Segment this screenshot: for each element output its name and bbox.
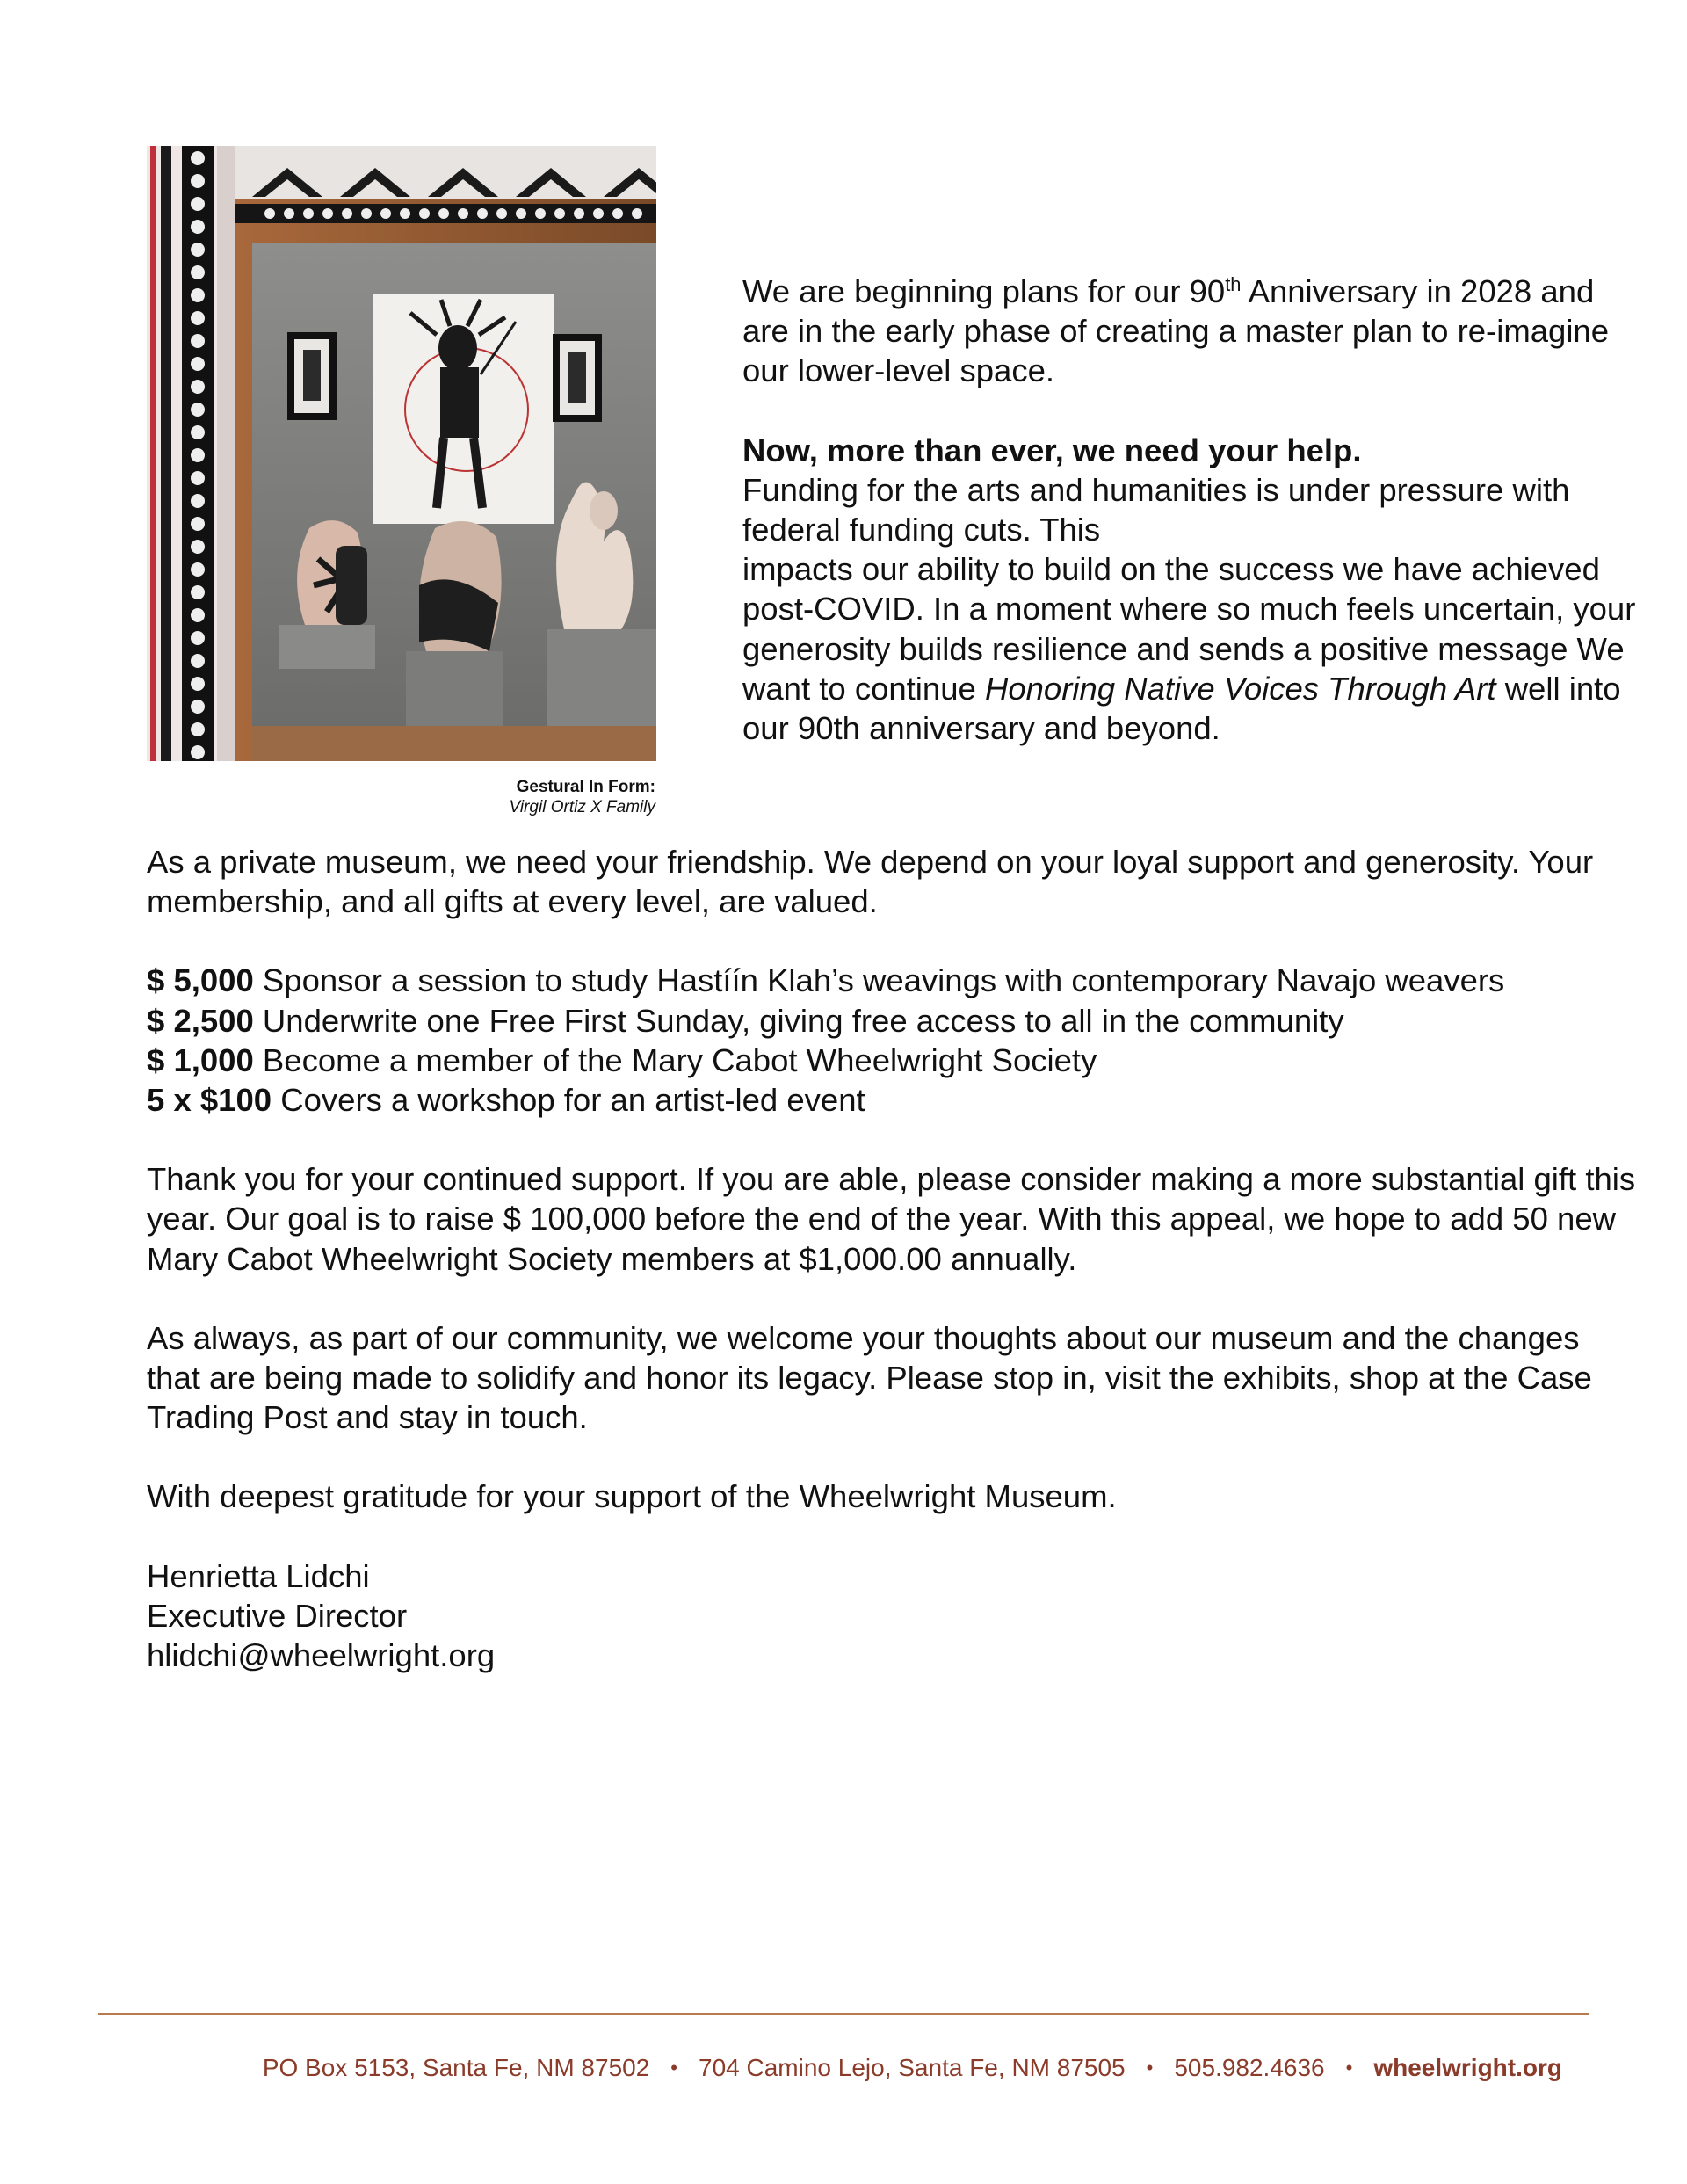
street-address: 704 Camino Lejo, Santa Fe, NM 87505 (699, 2054, 1126, 2081)
motto: Honoring Native Voices Through Art (984, 670, 1496, 707)
website-link[interactable]: wheelwright.org (1373, 2054, 1562, 2081)
footer (0, 2054, 1562, 2082)
caption-artist: Virgil Ortiz X Family (509, 798, 655, 816)
signature-block (147, 1556, 1640, 1676)
thanks-paragraph: Thank you for your continued support. If you are able, please consider making a more substantial gift this year. Our goal is to raise $ 100,000 before the end of the year. With this appeal, we hope to add 50 new Mary Cabot Wheelwright Society members at $1,000.00 annually. (147, 1161, 1636, 1277)
po-box: PO Box 5153, Santa Fe, NM 87502 (262, 2054, 650, 2081)
signer-name: Henrietta Lidchi (147, 1557, 370, 1594)
caption-title: Gestural In Form: (516, 778, 655, 796)
gratitude-paragraph: With deepest gratitude for your support of the Wheelwright Museum. (147, 1478, 1117, 1515)
help-heading: Now, more than ever, we need your help. (742, 432, 1362, 468)
letter-body (147, 842, 1640, 1675)
community-paragraph: As always, as part of our community, we welcome your thoughts about our museum and the changes that are being made to solidify and honor its legacy. Please stop in, visit the exhibits, shop at the Case Trading Post and stay in touch. (147, 1319, 1592, 1436)
anniversary-paragraph: We are beginning plans for our 90th Anniversary in 2028 and are in the early phase of creating a master plan to re-imagine our lower-level space. (742, 272, 1610, 389)
photo-caption (387, 777, 655, 817)
giving-level: $ 1,000 Become a member of the Mary Cabot Wheelwright Society (147, 1041, 1097, 1078)
signer-email[interactable]: hlidchi@wheelwright.org (147, 1637, 496, 1674)
help-paragraph: Now, more than ever, we need your help. Funding for the arts and humanities is under pressure with federal funding cuts. This impacts our ability to build on the success we have achieved post-COVID. In a moment where so much feels uncertain, your generosity builds resilience and sends a positive message We want to continue Honoring Native Voices Through Art well into our 90th anniversary and beyond. (742, 432, 1636, 747)
giving-level: $ 2,500 Underwrite one Free First Sunday, giving free access to all in the community (147, 1002, 1344, 1039)
giving-level: 5 x $100 Covers a workshop for an artist-led event (147, 1082, 865, 1119)
exhibit-photo (147, 146, 656, 761)
separator: • (1146, 2057, 1154, 2079)
friendship-paragraph: As a private museum, we need your friendship. We depend on your loyal support and generosity. Your membership, and all gifts at every level, are valued. (147, 844, 1594, 920)
separator: • (1345, 2057, 1353, 2079)
footer-divider (98, 2013, 1589, 2015)
signer-title: Executive Director (147, 1597, 408, 1634)
giving-level: $ 5,000 Sponsor a session to study Hastíín Klah’s weavings with contemporary Navajo weavers (147, 962, 1505, 999)
separator: • (670, 2057, 677, 2079)
giving-levels (147, 961, 1640, 1120)
phone: 505.982.4636 (1174, 2054, 1325, 2081)
intro-section (742, 272, 1647, 748)
